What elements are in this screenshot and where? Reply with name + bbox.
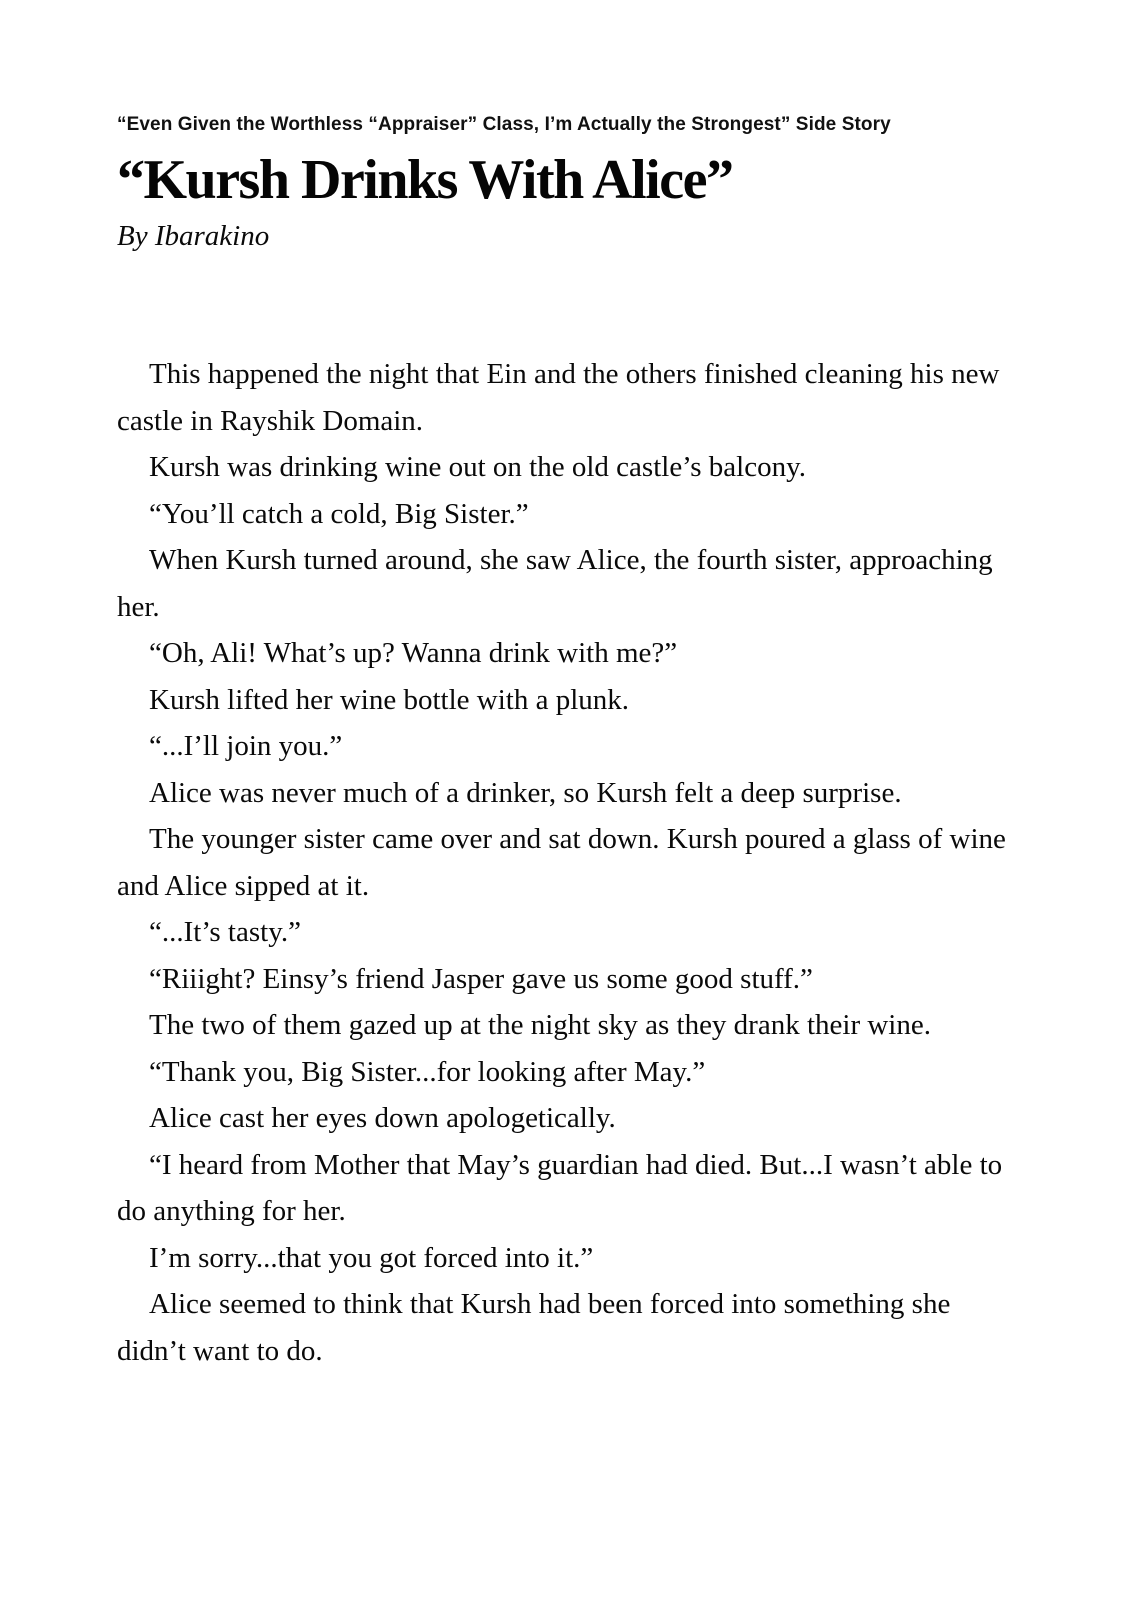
story-paragraph: “Thank you, Big Sister...for looking after May.” <box>149 1055 706 1088</box>
story-paragraph: The two of them gazed up at the night sky as they drank their wine. <box>149 1009 931 1041</box>
story-paragraph: “You’ll catch a cold, Big Sister.” <box>149 497 529 530</box>
page-title: “Kursh Drinks With Alice” <box>117 149 733 211</box>
story-paragraph: Alice cast her eyes down apologetically. <box>149 1102 616 1134</box>
story-paragraph: When Kursh turned around, she saw Alice, the fourth sister, approaching her. <box>117 544 993 623</box>
story-paragraph: “...I’ll join you.” <box>149 730 343 762</box>
byline: By Ibarakino <box>117 220 270 252</box>
story-paragraph: I’m sorry...that you got forced into it.” <box>149 1241 594 1274</box>
series-kicker: “Even Given the Worthless “Appraiser” Class, I’m Actually the Strongest” Side Story <box>117 114 891 135</box>
story-paragraph: Kursh lifted her wine bottle with a plunk. <box>149 683 630 716</box>
story-paragraph: This happened the night that Ein and the others finished cleaning his new castle in Rayshik Domain. <box>117 358 1000 437</box>
story-body <box>117 351 1007 1374</box>
story-paragraph: “I heard from Mother that May’s guardian had died. But...I wasn’t able to do anything for her. <box>117 1148 1003 1227</box>
story-paragraph: “Oh, Ali! What’s up? Wanna drink with me?” <box>149 637 678 669</box>
story-paragraph: “...It’s tasty.” <box>149 916 301 948</box>
story-paragraph: “Riiight? Einsy’s friend Jasper gave us some good stuff.” <box>149 962 813 995</box>
story-paragraph: Kursh was drinking wine out on the old castle’s balcony. <box>149 451 806 483</box>
story-paragraph: Alice was never much of a drinker, so Kursh felt a deep surprise. <box>149 776 902 809</box>
story-paragraph: Alice seemed to think that Kursh had been forced into something she didn’t want to do. <box>117 1288 951 1367</box>
story-paragraph: The younger sister came over and sat down. Kursh poured a glass of wine and Alice sipped at it. <box>117 823 1006 902</box>
story-header <box>117 112 1006 254</box>
